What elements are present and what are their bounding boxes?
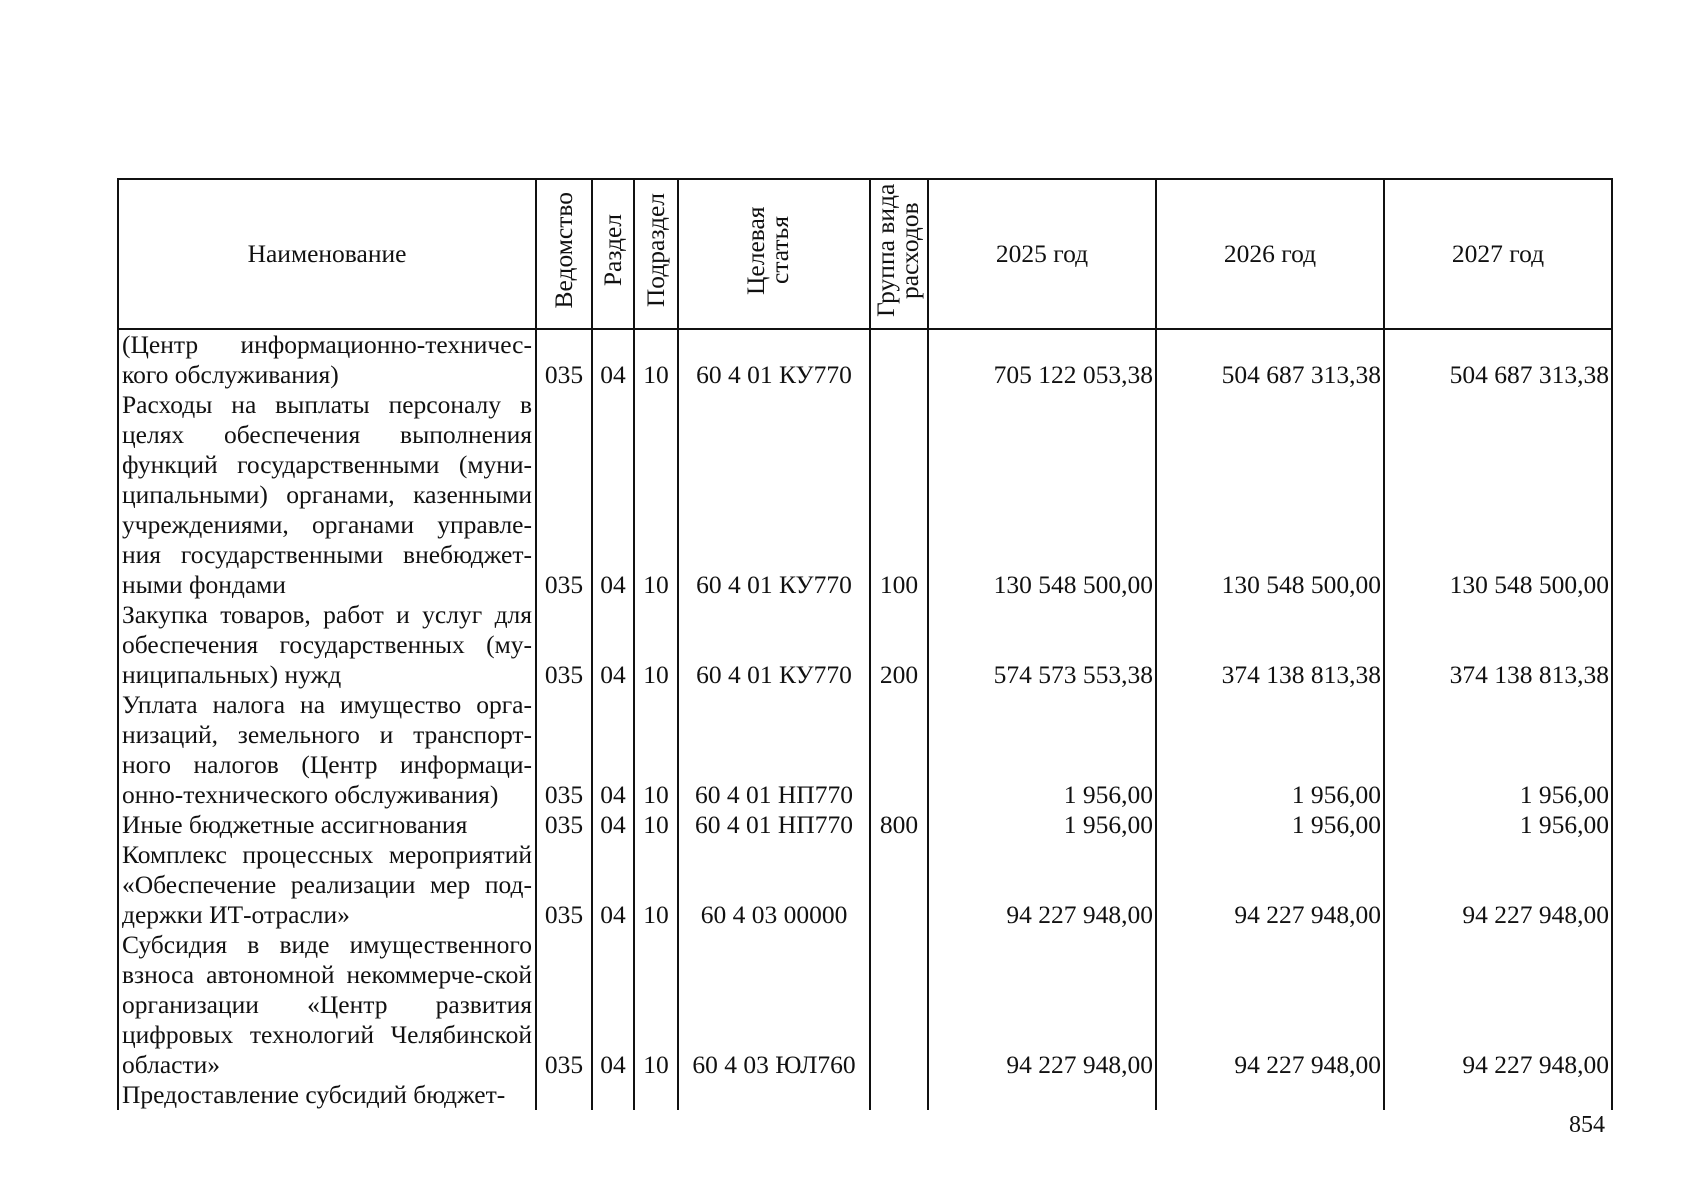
table-row	[118, 810, 1612, 840]
header-celevaya-statya	[678, 179, 870, 329]
header-podrazdel-label: Подраздел	[641, 193, 670, 308]
row-razdel: 04	[592, 329, 634, 390]
row-2027: 130 548 500,00	[1384, 390, 1612, 600]
row-podrazdel	[634, 1080, 678, 1110]
row-2026: 94 227 948,00	[1156, 840, 1384, 930]
row-gruppa	[870, 690, 928, 810]
row-celevaya-statya: 60 4 01 НП770	[678, 690, 870, 810]
table-header-row	[118, 179, 1612, 329]
row-razdel: 04	[592, 930, 634, 1080]
header-name: Наименование	[118, 179, 536, 329]
row-2025: 705 122 053,38	[928, 329, 1156, 390]
row-podrazdel: 10	[634, 600, 678, 690]
row-name: Субсидия в виде имущественного взноса автономной некоммерче-ской организации «Центр развития цифровых технологий Челябинской области»	[118, 930, 536, 1080]
row-vedomstvo: 035	[536, 690, 592, 810]
table-row	[118, 329, 1612, 390]
row-podrazdel: 10	[634, 690, 678, 810]
row-2025	[928, 1080, 1156, 1110]
header-razdel	[592, 179, 634, 329]
row-2026: 504 687 313,38	[1156, 329, 1384, 390]
row-podrazdel: 10	[634, 840, 678, 930]
header-razdel-label: Раздел	[598, 214, 627, 287]
row-podrazdel: 10	[634, 810, 678, 840]
row-vedomstvo	[536, 1080, 592, 1110]
row-name: Иные бюджетные ассигнования	[118, 810, 536, 840]
row-2027: 374 138 813,38	[1384, 600, 1612, 690]
row-celevaya-statya: 60 4 01 КУ770	[678, 329, 870, 390]
row-name: Расходы на выплаты персоналу в целях обеспечения выполнения функций государственными (муни-ципальными) органами, казенными учреждениями, органами управле-ния государственными внебюджет-ными фондами	[118, 390, 536, 600]
table-row	[118, 1080, 1612, 1110]
row-gruppa: 200	[870, 600, 928, 690]
row-2025: 94 227 948,00	[928, 930, 1156, 1080]
row-2026: 374 138 813,38	[1156, 600, 1384, 690]
row-2025: 1 956,00	[928, 690, 1156, 810]
row-2027: 94 227 948,00	[1384, 840, 1612, 930]
row-celevaya-statya: 60 4 03 ЮЛ760	[678, 930, 870, 1080]
row-name: Предоставление субсидий бюджет-	[118, 1080, 536, 1110]
row-celevaya-statya: 60 4 01 КУ770	[678, 600, 870, 690]
page-number: 854	[1569, 1112, 1605, 1138]
row-2026: 94 227 948,00	[1156, 930, 1384, 1080]
row-vedomstvo: 035	[536, 600, 592, 690]
row-razdel: 04	[592, 810, 634, 840]
row-razdel	[592, 1080, 634, 1110]
header-vedomstvo	[536, 179, 592, 329]
row-podrazdel: 10	[634, 329, 678, 390]
row-name: Уплата налога на имущество орга-низаций, земельного и транспорт-ного налогов (Центр информаци-онно-технического обслуживания)	[118, 690, 536, 810]
row-vedomstvo: 035	[536, 930, 592, 1080]
row-2026: 130 548 500,00	[1156, 390, 1384, 600]
row-gruppa	[870, 930, 928, 1080]
table-row	[118, 840, 1612, 930]
row-gruppa	[870, 329, 928, 390]
row-2027: 94 227 948,00	[1384, 930, 1612, 1080]
row-vedomstvo: 035	[536, 390, 592, 600]
header-vedomstvo-label: Ведомство	[549, 192, 578, 309]
table-row	[118, 690, 1612, 810]
header-gruppa-label: Группа вида расходов	[871, 183, 924, 318]
row-vedomstvo: 035	[536, 840, 592, 930]
row-razdel: 04	[592, 840, 634, 930]
row-vedomstvo: 035	[536, 810, 592, 840]
row-podrazdel: 10	[634, 930, 678, 1080]
row-celevaya-statya: 60 4 03 00000	[678, 840, 870, 930]
row-2027	[1384, 1080, 1612, 1110]
row-2025: 130 548 500,00	[928, 390, 1156, 600]
row-razdel: 04	[592, 690, 634, 810]
row-podrazdel: 10	[634, 390, 678, 600]
table-row	[118, 600, 1612, 690]
row-celevaya-statya	[678, 1080, 870, 1110]
row-2025: 94 227 948,00	[928, 840, 1156, 930]
header-celevaya-statya-label: Целевая статья	[741, 206, 794, 295]
header-gruppa-vida-rashodov	[870, 179, 928, 329]
row-celevaya-statya: 60 4 01 КУ770	[678, 390, 870, 600]
row-name: (Центр информационно-техничес-кого обслуживания)	[118, 329, 536, 390]
row-razdel: 04	[592, 600, 634, 690]
row-razdel: 04	[592, 390, 634, 600]
row-2027: 1 956,00	[1384, 690, 1612, 810]
header-podrazdel	[634, 179, 678, 329]
row-2027: 504 687 313,38	[1384, 329, 1612, 390]
header-2027: 2027 год	[1384, 179, 1612, 329]
header-2026: 2026 год	[1156, 179, 1384, 329]
row-2027: 1 956,00	[1384, 810, 1612, 840]
row-gruppa: 100	[870, 390, 928, 600]
row-2025: 574 573 553,38	[928, 600, 1156, 690]
table-row	[118, 930, 1612, 1080]
row-2026: 1 956,00	[1156, 690, 1384, 810]
row-name: Комплекс процессных мероприятий «Обеспечение реализации мер под-держки ИТ-отрасли»	[118, 840, 536, 930]
row-2026	[1156, 1080, 1384, 1110]
row-gruppa	[870, 840, 928, 930]
row-vedomstvo: 035	[536, 329, 592, 390]
row-gruppa: 800	[870, 810, 928, 840]
row-2026: 1 956,00	[1156, 810, 1384, 840]
table-row	[118, 390, 1612, 600]
row-celevaya-statya: 60 4 01 НП770	[678, 810, 870, 840]
budget-table	[117, 178, 1613, 1110]
row-gruppa	[870, 1080, 928, 1110]
row-2025: 1 956,00	[928, 810, 1156, 840]
row-name: Закупка товаров, работ и услуг для обеспечения государственных (му-ниципальных) нужд	[118, 600, 536, 690]
header-2025: 2025 год	[928, 179, 1156, 329]
